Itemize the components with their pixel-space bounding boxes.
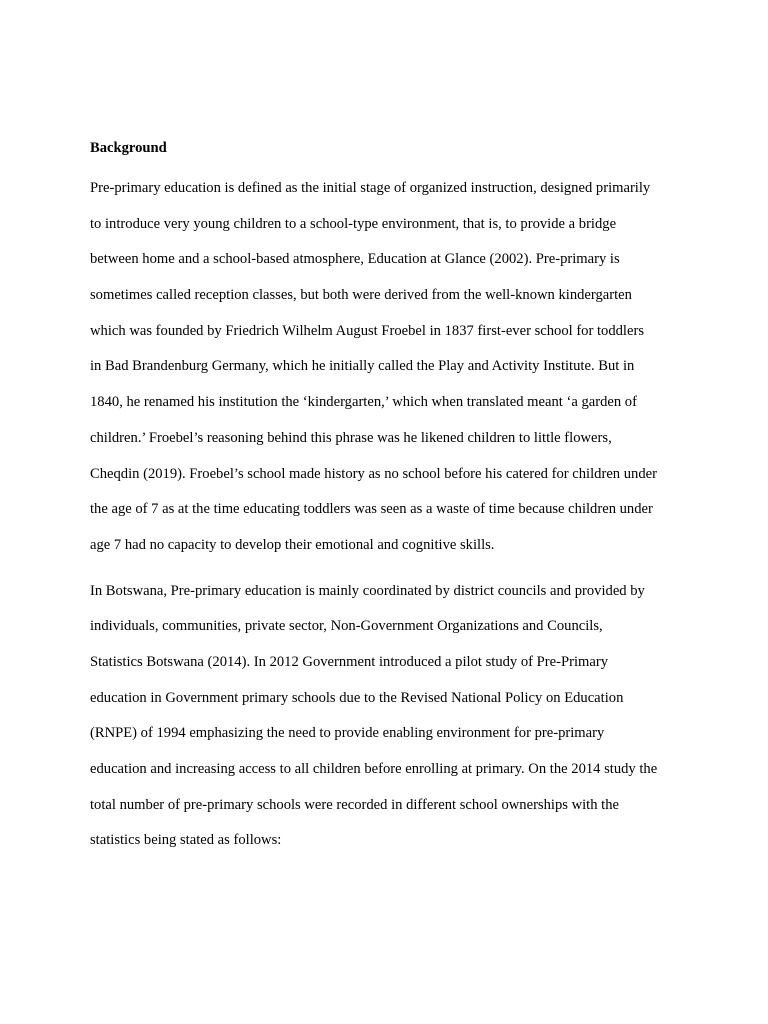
paragraph-line: education and increasing access to all children before enrolling at primary. On the 2014 study the [90,761,658,777]
paragraph-line: statistics being stated as follows: [90,832,282,849]
paragraph-line: total number of pre-primary schools were recorded in different school ownerships with the [90,796,620,813]
paragraph-line: Statistics Botswana (2014). In 2012 Government introduced a pilot study of Pre-Primary [90,653,608,670]
paragraph-line: between home and a school-based atmosphere, Education at Glance (2002). Pre-primary is [90,251,620,268]
paragraph-line: in Bad Brandenburg Germany, which he initially called the Play and Activity Institute. But in [90,358,635,375]
document-body [90,136,682,869]
paragraph-line: children.’ Froebel’s reasoning behind this phrase was he likened children to little flowers, [90,429,612,446]
paragraph-1 [90,171,682,564]
paragraph-line: education in Government primary schools due to the Revised National Policy on Education [90,689,624,706]
paragraph-line: age 7 had no capacity to develop their emotional and cognitive skills. [90,536,495,553]
paragraph-line: individuals, communities, private sector, Non-Government Organizations and Councils, [90,618,603,635]
paragraph-line: (RNPE) of 1994 emphasizing the need to provide enabling environment for pre-primary [90,725,605,742]
paragraph-line: In Botswana, Pre-primary education is mainly coordinated by district councils and provided by [90,582,645,599]
paragraph-line: 1840, he renamed his institution the ‘kindergarten,’ which when translated meant ‘a garden of [90,394,637,411]
paragraph-2 [90,574,682,860]
section-heading: Background [90,140,167,156]
paragraph-line: Pre-primary education is defined as the initial stage of organized instruction, designed primarily [90,180,651,196]
paragraph-line: Cheqdin (2019). Froebel’s school made history as no school before his catered for children under [90,465,657,482]
paragraph-line: the age of 7 as at the time educating toddlers was seen as a waste of time because children under [90,501,653,518]
paragraph-line: which was founded by Friedrich Wilhelm August Froebel in 1837 first-ever school for toddlers [90,322,645,339]
paragraph-line: sometimes called reception classes, but both were derived from the well-known kindergarten [90,287,632,304]
paragraph-line: to introduce very young children to a school-type environment, that is, to provide a bridge [90,215,617,232]
